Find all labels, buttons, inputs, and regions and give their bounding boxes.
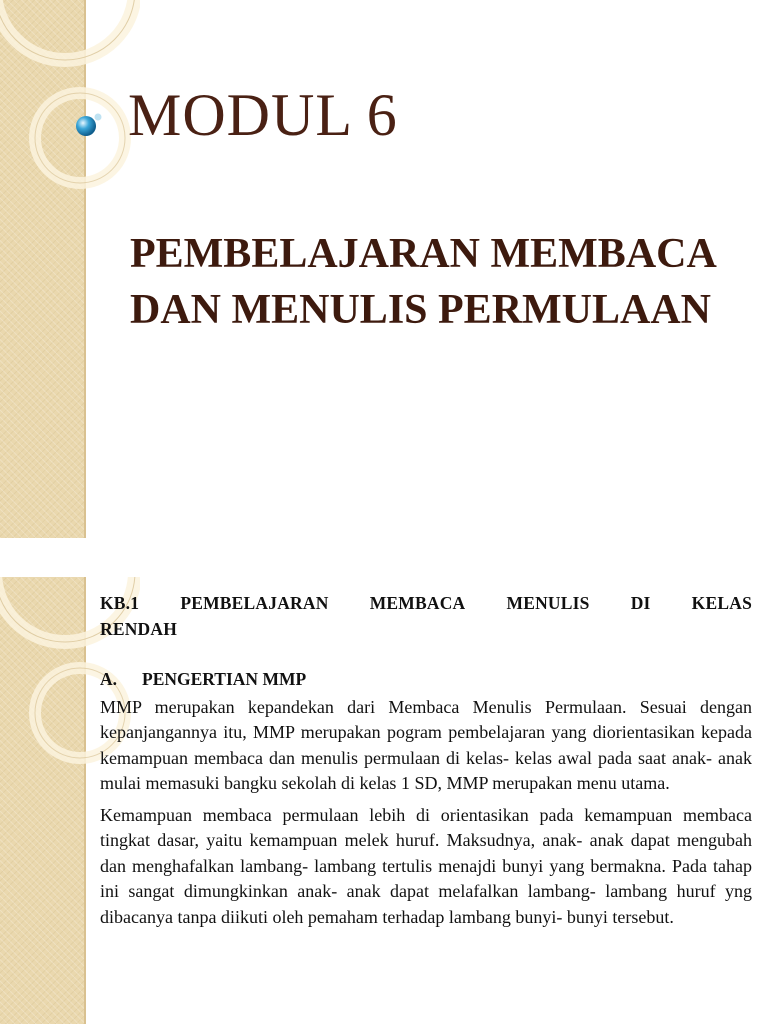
kb-heading-word: MEMBACA [369,593,466,613]
kb-heading-word: MENULIS [506,593,590,613]
slide-content [100,591,752,930]
kb-heading-word: KB.1 [100,593,140,613]
small-bead-icon [95,114,102,121]
section-heading [100,667,752,693]
section-number: A. [100,669,118,689]
kb-heading [100,591,752,642]
content-slide [0,577,768,1024]
kb-heading-word: DI [630,593,651,613]
slide-separator [0,538,768,577]
page-title: MODUL 6 [128,82,398,148]
kb-heading-word: PEMBELAJARAN [180,593,329,613]
page-subtitle: PEMBELAJARAN MEMBACA DAN MENULIS PERMULAAN [130,231,715,333]
kb-heading-word: KELAS [691,593,752,613]
section-title: PENGERTIAN MMP [142,669,307,689]
kb-heading-line2: RENDAH [100,618,178,639]
paragraph: Kemampuan membaca permulaan lebih di orientasikan pada kemampuan membaca tingkat dasar, yaitu kemampuan melek huruf. Maksudnya, anak- anak dapat mengubah dan menghafalkan lambang- lambang tertulis menajdi bunyi yang bermakna. Pada tahap ini sangat dimungkinkan anak- anak dapat melafalkan lambang- lambang huruf yng dibacanya tanpa diikuti oleh pemaham terhadap lambang bunyi- bunyi tersebut. [100,804,752,927]
decorative-rings [0,0,140,538]
paragraph: MMP merupakan kepandekan dari Membaca Menulis Permulaan. Sesuai dengan kepanjangannya itu, MMP merupakan pogram pembelajaran yang diorientasikan kepada kemampuan membaca dan menulis permulaan di kelas- kelas awal pada saat anak- anak mulai memasuki bangku sekolah di kelas 1 SD, MMP merupakan menu utama. [100,696,752,793]
bead-icon [76,116,96,136]
